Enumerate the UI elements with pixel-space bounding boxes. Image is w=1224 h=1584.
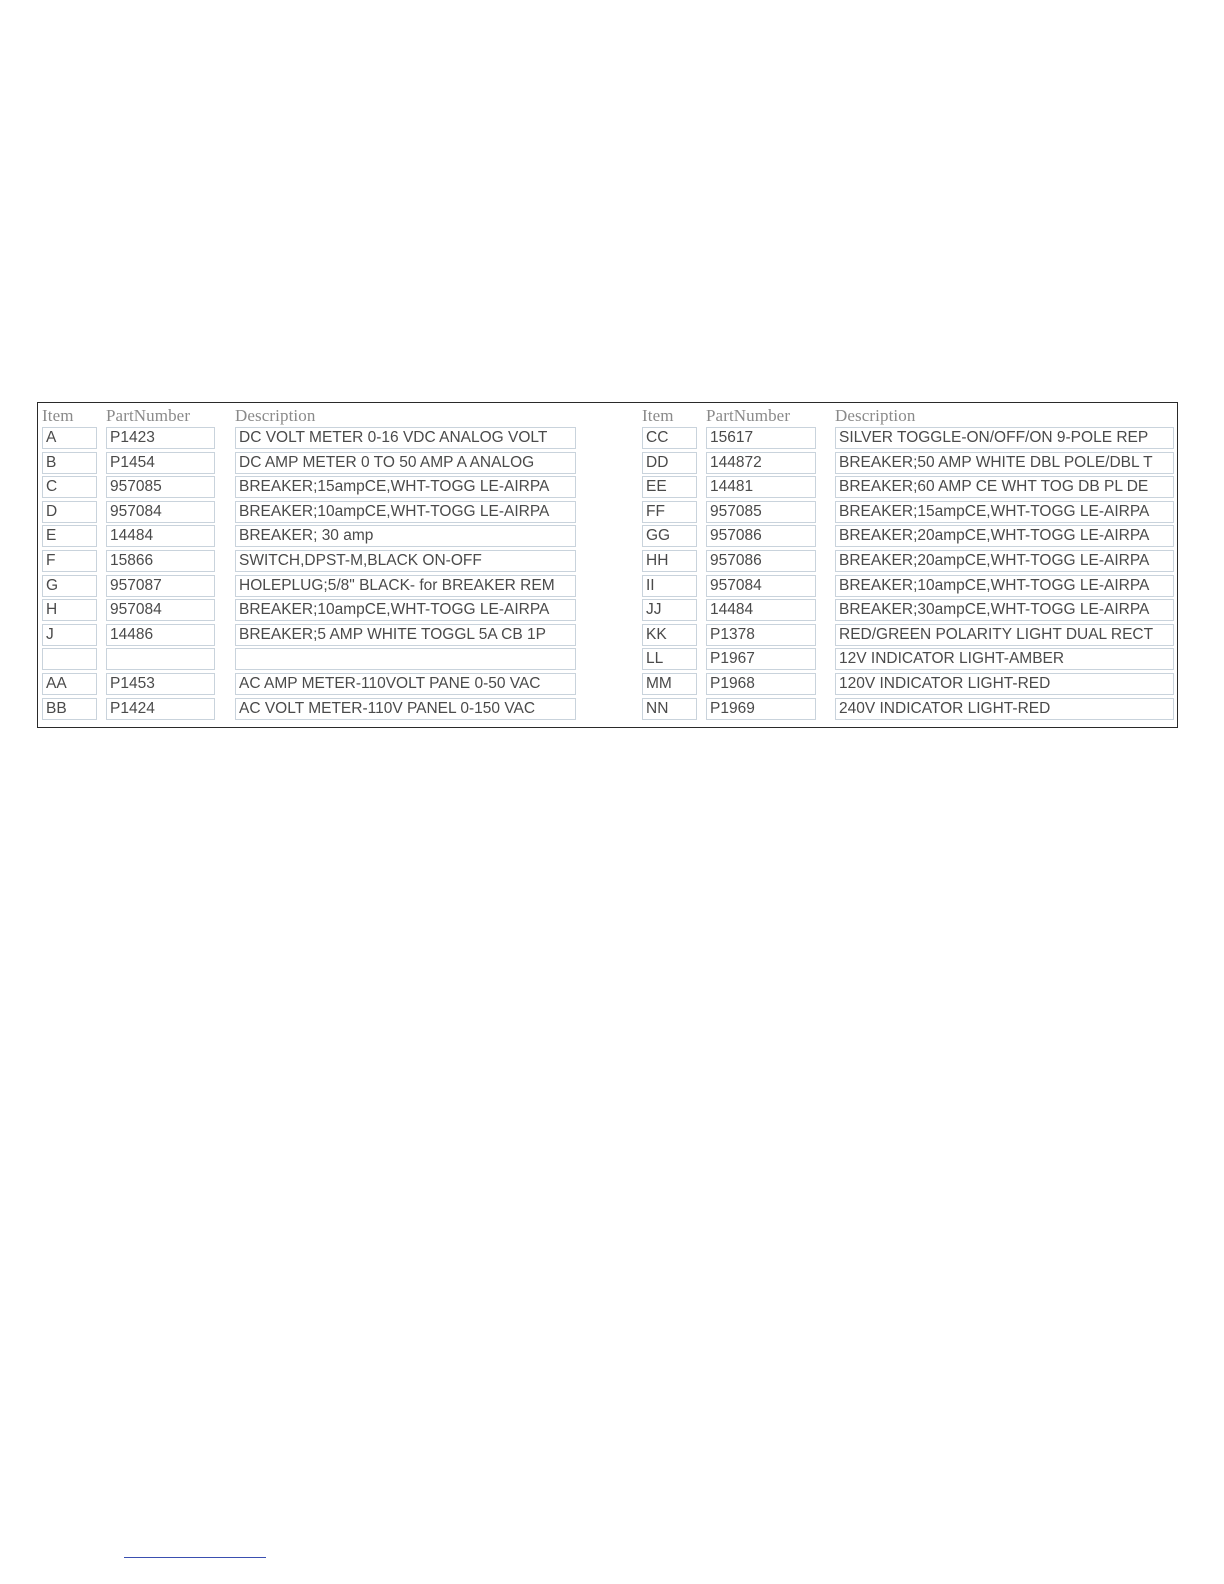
left-item-cell: AA [42, 673, 97, 695]
left-item-cell: G [42, 575, 97, 597]
left-item-cell: B [42, 452, 97, 474]
right-item-cell: II [642, 575, 697, 597]
right-partnumber-cell: 14481 [706, 476, 816, 498]
right-partnumber-cell: P1967 [706, 648, 816, 670]
left-partnumber-cell: 14486 [106, 624, 215, 646]
left-description-cell: SWITCH,DPST-M,BLACK ON-OFF [235, 550, 576, 572]
right-description-cell: BREAKER;20ampCE,WHT-TOGG LE-AIRPA [835, 550, 1174, 572]
right-item-cell: JJ [642, 599, 697, 621]
right-item-cell: CC [642, 427, 697, 449]
left-partnumber-cell: P1453 [106, 673, 215, 695]
right-description-cell: BREAKER;60 AMP CE WHT TOG DB PL DE [835, 476, 1174, 498]
left-partnumber-cell: P1424 [106, 698, 215, 720]
left-partnumber-cell: 957087 [106, 575, 215, 597]
left-item-cell [42, 648, 97, 670]
left-description-cell: BREAKER;5 AMP WHITE TOGGL 5A CB 1P [235, 624, 576, 646]
right-partnumber-cell: P1968 [706, 673, 816, 695]
right-item-cell: KK [642, 624, 697, 646]
left-item-cell: F [42, 550, 97, 572]
left-partnumber-cell: P1423 [106, 427, 215, 449]
right-description-cell: BREAKER;15ampCE,WHT-TOGG LE-AIRPA [835, 501, 1174, 523]
left-description-cell: AC AMP METER-110VOLT PANE 0-50 VAC [235, 673, 576, 695]
parts-table-panel [37, 402, 1178, 728]
left-partnumber-cell: 14484 [106, 525, 215, 547]
right-description-cell: BREAKER;50 AMP WHITE DBL POLE/DBL T [835, 452, 1174, 474]
left-partnumber-header: PartNumber [106, 406, 191, 425]
left-partnumber-cell: 957084 [106, 501, 215, 523]
right-description-header: Description [835, 406, 916, 425]
right-partnumber-header: PartNumber [706, 406, 791, 425]
left-item-cell: C [42, 476, 97, 498]
right-item-cell: EE [642, 476, 697, 498]
left-partnumber-cell: 957085 [106, 476, 215, 498]
right-description-cell: 240V INDICATOR LIGHT-RED [835, 698, 1174, 720]
right-description-cell: RED/GREEN POLARITY LIGHT DUAL RECT [835, 624, 1174, 646]
left-description-cell: BREAKER;15ampCE,WHT-TOGG LE-AIRPA [235, 476, 576, 498]
left-item-cell: BB [42, 698, 97, 720]
left-description-cell: BREAKER;10ampCE,WHT-TOGG LE-AIRPA [235, 501, 576, 523]
right-item-header: Item [642, 406, 674, 425]
left-item-cell: A [42, 427, 97, 449]
left-partnumber-cell: P1454 [106, 452, 215, 474]
right-partnumber-cell: P1378 [706, 624, 816, 646]
right-partnumber-cell: 957085 [706, 501, 816, 523]
left-description-cell: DC VOLT METER 0-16 VDC ANALOG VOLT [235, 427, 576, 449]
left-item-cell: J [42, 624, 97, 646]
right-item-cell: HH [642, 550, 697, 572]
right-partnumber-cell: 14484 [706, 599, 816, 621]
left-item-cell: D [42, 501, 97, 523]
left-description-cell: HOLEPLUG;5/8" BLACK- for BREAKER REM [235, 575, 576, 597]
left-item-header: Item [42, 406, 74, 425]
right-description-cell: BREAKER;30ampCE,WHT-TOGG LE-AIRPA [835, 599, 1174, 621]
right-item-cell: FF [642, 501, 697, 523]
left-description-cell: AC VOLT METER-110V PANEL 0-150 VAC [235, 698, 576, 720]
left-partnumber-cell: 15866 [106, 550, 215, 572]
left-item-cell: E [42, 525, 97, 547]
right-partnumber-cell: 144872 [706, 452, 816, 474]
right-description-cell: 12V INDICATOR LIGHT-AMBER [835, 648, 1174, 670]
right-item-cell: NN [642, 698, 697, 720]
right-item-cell: GG [642, 525, 697, 547]
right-item-cell: MM [642, 673, 697, 695]
right-description-cell: SILVER TOGGLE-ON/OFF/ON 9-POLE REP [835, 427, 1174, 449]
left-item-cell: H [42, 599, 97, 621]
right-description-cell: 120V INDICATOR LIGHT-RED [835, 673, 1174, 695]
right-item-cell: LL [642, 648, 697, 670]
right-item-cell: DD [642, 452, 697, 474]
right-partnumber-cell: P1969 [706, 698, 816, 720]
left-description-cell: DC AMP METER 0 TO 50 AMP A ANALOG [235, 452, 576, 474]
footnote-separator [124, 1557, 266, 1558]
left-description-cell: BREAKER; 30 amp [235, 525, 576, 547]
left-description-cell: BREAKER;10ampCE,WHT-TOGG LE-AIRPA [235, 599, 576, 621]
right-partnumber-cell: 957086 [706, 525, 816, 547]
left-description-cell [235, 648, 576, 670]
left-description-header: Description [235, 406, 316, 425]
right-partnumber-cell: 957084 [706, 575, 816, 597]
left-partnumber-cell: 957084 [106, 599, 215, 621]
right-description-cell: BREAKER;10ampCE,WHT-TOGG LE-AIRPA [835, 575, 1174, 597]
right-partnumber-cell: 15617 [706, 427, 816, 449]
right-partnumber-cell: 957086 [706, 550, 816, 572]
right-description-cell: BREAKER;20ampCE,WHT-TOGG LE-AIRPA [835, 525, 1174, 547]
left-partnumber-cell [106, 648, 215, 670]
